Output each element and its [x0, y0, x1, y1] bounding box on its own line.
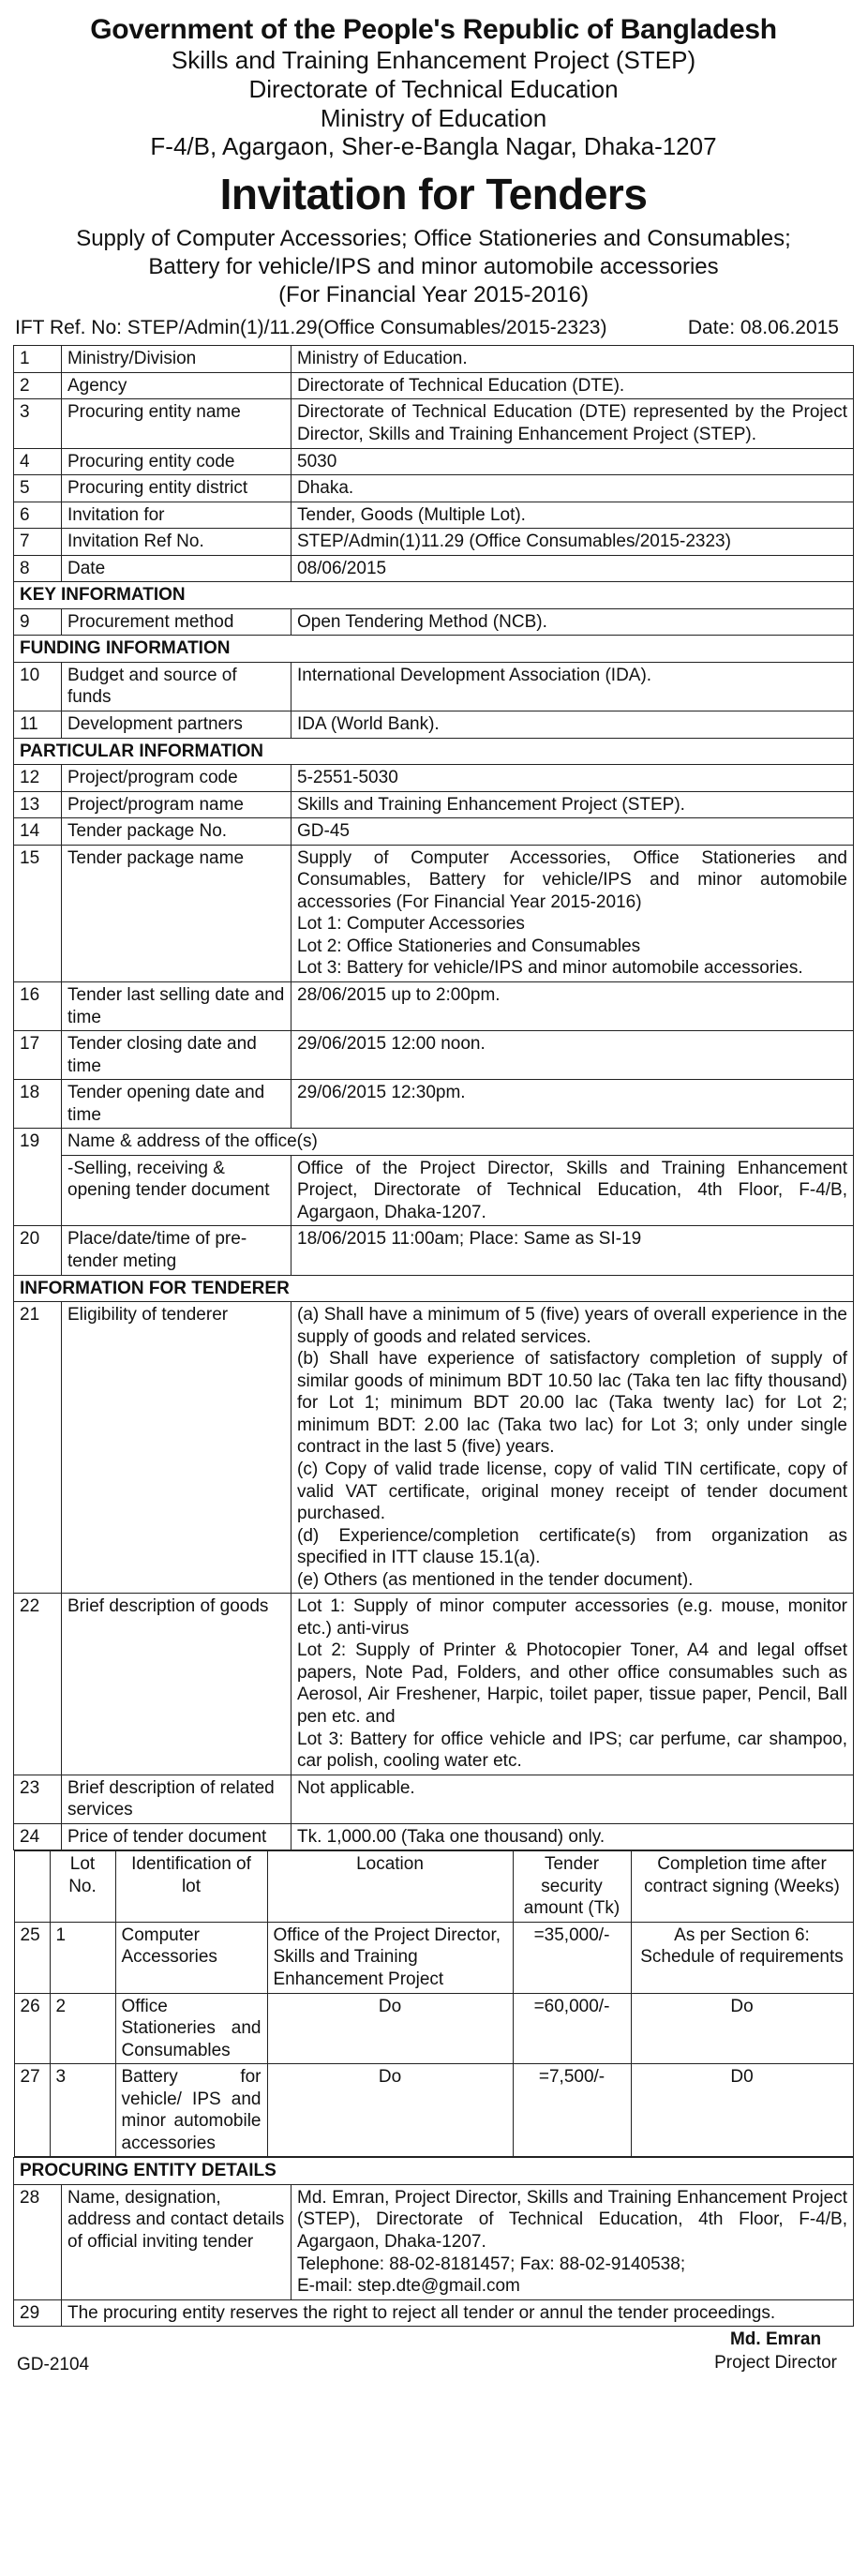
- table-row: [14, 2299, 854, 2327]
- row-label: Procuring entity code: [62, 448, 291, 475]
- section-key-information: KEY INFORMATION: [14, 582, 854, 609]
- row-label: Brief description of related services: [62, 1775, 291, 1823]
- table-row: [14, 1775, 854, 1823]
- row-value: 29/06/2015 12:00 noon.: [291, 1031, 854, 1080]
- table-row: [14, 1594, 854, 1775]
- table-row: [14, 529, 854, 556]
- row-value: Skills and Training Enhancement Project (STEP).: [291, 791, 854, 818]
- eligibility-b: (b) Shall have experience of satisfactory completion of supply of similar goods of minimum BDT 10.50 lac (Taka ten lac fifty thousand) for Lot 1; minimum BDT 20.00 lac (Taka twenty lac) for Lot 2; minimum BDT: 2.00 lac (Taka two lac) for Lot 3; only under single contract in the last 5 (five) years.: [297, 1349, 847, 1458]
- row-value: Directorate of Technical Education (DTE) represented by the Project Director, Skills and Training Enhancement Project (STEP).: [291, 399, 854, 448]
- table-row: [14, 1302, 854, 1594]
- package-name: Supply of Computer Accessories, Office Stationeries and Consumables, Battery for vehicle/IPS and minor automobile accessories (For Financial Year 2015-2016): [297, 847, 847, 912]
- row-label: Procuring entity name: [62, 399, 291, 448]
- row-number: 2: [14, 372, 62, 399]
- eligibility-a: (a) Shall have a minimum of 5 (five) years of overall experience in the supply of goods and related services.: [297, 1305, 847, 1347]
- row-value: [291, 845, 854, 981]
- project-name: Skills and Training Enhancement Project (STEP): [171, 46, 696, 75]
- row-label: Price of tender document: [62, 1823, 291, 1850]
- goods-lot3: Lot 3: Battery for office vehicle and IPS; car perfume, car shampoo, car polish, cooling water etc.: [297, 1729, 847, 1772]
- lot-number: 1: [50, 1922, 115, 1993]
- package-lot: Lot 3: Battery for vehicle/IPS and minor automobile accessories.: [297, 958, 803, 979]
- contact-phone: Telephone: 88-02-8181457; Fax: 88-02-9140538;: [297, 2254, 686, 2274]
- row-number: 25: [14, 1922, 50, 1993]
- row-label: Brief description of goods: [62, 1594, 291, 1775]
- row-value: 29/06/2015 12:30pm.: [291, 1080, 854, 1129]
- table-row: [14, 1129, 854, 1156]
- row-number: 20: [14, 1226, 62, 1275]
- row-label: Procuring entity district: [62, 475, 291, 502]
- table-row: [14, 608, 854, 636]
- row-value: IDA (World Bank).: [291, 711, 854, 739]
- lot-table-container: [14, 1850, 854, 2158]
- row-number: 3: [14, 399, 62, 448]
- lot-security-amount: =35,000/-: [513, 1922, 631, 1993]
- package-lot: Lot 2: Office Stationeries and Consumables: [297, 936, 641, 956]
- signature-block: [714, 2329, 837, 2374]
- table-row: [14, 791, 854, 818]
- eligibility-c: (c) Copy of valid trade license, copy of valid TIN certificate, copy of valid VAT certificate, original money receipt of tender document purchased.: [297, 1459, 847, 1524]
- office-address: F-4/B, Agargaon, Sher-e-Bangla Nagar, Dhaka-1207: [150, 132, 717, 161]
- lot-row: [14, 2064, 853, 2157]
- row-number: 4: [14, 448, 62, 475]
- row-value: Directorate of Technical Education (DTE).: [291, 372, 854, 399]
- row-value: [291, 1302, 854, 1594]
- signatory-designation: Project Director: [714, 2352, 837, 2373]
- row-label: Place/date/time of pre-tender meting: [62, 1226, 291, 1275]
- lot-completion-time: As per Section 6: Schedule of requirements: [631, 1922, 853, 1993]
- row-number: 6: [14, 502, 62, 529]
- row-value: [291, 2184, 854, 2299]
- contact-email: E-mail: step.dte@gmail.com: [297, 2276, 520, 2297]
- table-row: [14, 1031, 854, 1080]
- lot-row: [14, 1993, 853, 2064]
- notice-header: [13, 13, 854, 309]
- eligibility-d: (d) Experience/completion certificate(s) from organization as specified in ITT clause 15.1(a).: [297, 1525, 847, 1568]
- row-number: 13: [14, 791, 62, 818]
- row-label: Tender opening date and time: [62, 1080, 291, 1129]
- row-number: 14: [14, 818, 62, 846]
- row-label: Eligibility of tenderer: [62, 1302, 291, 1594]
- row-value: Ministry of Education.: [291, 346, 854, 373]
- row-number: 27: [14, 2064, 50, 2157]
- row-number: 29: [14, 2299, 62, 2327]
- tender-description-line2: Battery for vehicle/IPS and minor automobile accessories: [148, 254, 719, 280]
- lot-header: Identification of lot: [115, 1851, 267, 1923]
- table-row: [14, 662, 854, 711]
- row-value: 28/06/2015 up to 2:00pm.: [291, 982, 854, 1031]
- row-value: GD-45: [291, 818, 854, 846]
- lot-completion-time: D0: [631, 2064, 853, 2157]
- row-value: 5-2551-5030: [291, 765, 854, 792]
- row-label: Project/program name: [62, 791, 291, 818]
- row-label: Invitation Ref No.: [62, 529, 291, 556]
- notice-footer: [13, 2327, 854, 2385]
- government-title: Government of the People's Republic of Bangladesh: [90, 14, 777, 45]
- row-value: Open Tendering Method (NCB).: [291, 608, 854, 636]
- lot-header-blank: [14, 1851, 50, 1923]
- row-value: Not applicable.: [291, 1775, 854, 1823]
- goods-lot1: Lot 1: Supply of minor computer accessories (e.g. mouse, monitor etc.) anti-virus: [297, 1596, 847, 1639]
- lot-identification: Computer Accessories: [115, 1922, 267, 1993]
- row-value: The procuring entity reserves the right to reject all tender or annul the tender proceedings.: [62, 2299, 854, 2327]
- row-number: 19: [14, 1129, 62, 1226]
- row-number: 10: [14, 662, 62, 711]
- row-number: 17: [14, 1031, 62, 1080]
- section-header: [14, 636, 854, 663]
- lot-identification: Battery for vehicle/ IPS and minor automobile accessories: [115, 2064, 267, 2157]
- lot-number: 3: [50, 2064, 115, 2157]
- lot-number: 2: [50, 1993, 115, 2064]
- table-row: [14, 1823, 854, 1850]
- table-row: [14, 982, 854, 1031]
- row-label: Ministry/Division: [62, 346, 291, 373]
- lot-security-amount: =7,500/-: [513, 2064, 631, 2157]
- ift-reference: IFT Ref. No: STEP/Admin(1)/11.29(Office Consumables/2015-2323): [15, 317, 607, 339]
- reference-line: [13, 309, 854, 345]
- row-number: 8: [14, 555, 62, 582]
- table-row: [14, 711, 854, 739]
- table-row: [14, 475, 854, 502]
- directorate-name: Directorate of Technical Education: [248, 75, 619, 104]
- signatory-name: Md. Emran: [729, 2329, 822, 2350]
- section-header: [14, 1275, 854, 1302]
- table-row: [14, 765, 854, 792]
- tender-table: [13, 345, 854, 2327]
- table-row: [14, 555, 854, 582]
- section-header: [14, 582, 854, 609]
- lot-table-header: [14, 1851, 853, 1923]
- row-value: 18/06/2015 11:00am; Place: Same as SI-19: [291, 1226, 854, 1275]
- table-row: [14, 448, 854, 475]
- row-label: Agency: [62, 372, 291, 399]
- row-label: Procurement method: [62, 608, 291, 636]
- tender-description-line1: Supply of Computer Accessories; Office Stationeries and Consumables;: [76, 226, 791, 252]
- eligibility-e: (e) Others (as mentioned in the tender document).: [297, 1569, 694, 1590]
- row-number: 18: [14, 1080, 62, 1129]
- row-label: Name, designation, address and contact details of official inviting tender: [62, 2184, 291, 2299]
- row-number: 23: [14, 1775, 62, 1823]
- row-value: [291, 1594, 854, 1775]
- lot-header: Completion time after contract signing (Weeks): [631, 1851, 853, 1923]
- row-number: 9: [14, 608, 62, 636]
- row-value: International Development Association (IDA).: [291, 662, 854, 711]
- row-number: 22: [14, 1594, 62, 1775]
- row-number: 28: [14, 2184, 62, 2299]
- row-number: 21: [14, 1302, 62, 1594]
- contact-details: Md. Emran, Project Director, Skills and Training Enhancement Project (STEP), Directorate of Technical Education, 4th Floor, F-4/B, Agargaon, Dhaka-1207.: [297, 2187, 847, 2252]
- row-label: Tender last selling date and time: [62, 982, 291, 1031]
- table-row: [14, 1155, 854, 1226]
- table-row: [14, 1080, 854, 1129]
- row-value: Office of the Project Director, Skills and Training Enhancement Project, Directorate of Technical Education, 4th Floor, F-4/B, Agargaon, Dhaka-1207.: [291, 1155, 854, 1226]
- lot-table: [14, 1850, 854, 2157]
- ministry-name: Ministry of Education: [320, 103, 547, 132]
- row-label: Date: [62, 555, 291, 582]
- row-label: Tender closing date and time: [62, 1031, 291, 1080]
- lot-location: Office of the Project Director, Skills and Training Enhancement Project: [267, 1922, 513, 1993]
- lot-header: Location: [267, 1851, 513, 1923]
- lot-security-amount: =60,000/-: [513, 1993, 631, 2064]
- section-header: [14, 738, 854, 765]
- lot-completion-time: Do: [631, 1993, 853, 2064]
- tender-description-line3: (For Financial Year 2015-2016): [278, 282, 589, 308]
- row-label: Tender package name: [62, 845, 291, 981]
- goods-lot2: Lot 2: Supply of Printer & Photocopier Toner, A4 and legal offset papers, Note Pad, Folders, and other office consumables such as Aerosol, Air Freshener, Harpic, toilet paper, tissue paper, Pencil, Ball pen etc. and: [297, 1640, 847, 1727]
- row-value: 5030: [291, 448, 854, 475]
- table-row: [14, 2184, 854, 2299]
- row-value: Tender, Goods (Multiple Lot).: [291, 502, 854, 529]
- table-row: [14, 372, 854, 399]
- lot-location: Do: [267, 1993, 513, 2064]
- table-row: [14, 818, 854, 846]
- table-row: [14, 845, 854, 981]
- row-value: Dhaka.: [291, 475, 854, 502]
- gd-code: GD-2104: [17, 2355, 90, 2375]
- section-information-for-tenderer: INFORMATION FOR TENDERER: [14, 1275, 854, 1302]
- row-label: Project/program code: [62, 765, 291, 792]
- row-label: Name & address of the office(s): [62, 1129, 854, 1156]
- row-label: Tender package No.: [62, 818, 291, 846]
- section-header: [14, 2158, 854, 2185]
- lot-header: Lot No.: [50, 1851, 115, 1923]
- row-number: 15: [14, 845, 62, 981]
- notice-date: Date: 08.06.2015: [687, 317, 839, 339]
- lot-location: Do: [267, 2064, 513, 2157]
- section-funding-information: FUNDING INFORMATION: [14, 636, 854, 663]
- section-particular-information: PARTICULAR INFORMATION: [14, 738, 854, 765]
- lot-identification: Office Stationeries and Consumables: [115, 1993, 267, 2064]
- row-label: Budget and source of funds: [62, 662, 291, 711]
- row-number: 26: [14, 1993, 50, 2064]
- row-number: 1: [14, 346, 62, 373]
- table-row: [14, 399, 854, 448]
- row-value: Tk. 1,000.00 (Taka one thousand) only.: [291, 1823, 854, 1850]
- page-title: Invitation for Tenders: [219, 170, 648, 219]
- row-number: 5: [14, 475, 62, 502]
- row-label: -Selling, receiving & opening tender document: [62, 1155, 291, 1226]
- table-row: [14, 502, 854, 529]
- lot-table-cell: [14, 1850, 854, 2158]
- row-number: 12: [14, 765, 62, 792]
- lot-row: [14, 1922, 853, 1993]
- row-label: Invitation for: [62, 502, 291, 529]
- table-row: [14, 1226, 854, 1275]
- row-number: 16: [14, 982, 62, 1031]
- table-row: [14, 346, 854, 373]
- row-value: 08/06/2015: [291, 555, 854, 582]
- section-procuring-entity-details: PROCURING ENTITY DETAILS: [14, 2158, 854, 2185]
- package-lot: Lot 1: Computer Accessories: [297, 914, 525, 935]
- row-number: 7: [14, 529, 62, 556]
- row-number: 11: [14, 711, 62, 739]
- lot-header: Tender security amount (Tk): [513, 1851, 631, 1923]
- row-label: Development partners: [62, 711, 291, 739]
- row-number: 24: [14, 1823, 62, 1850]
- row-value: STEP/Admin(1)11.29 (Office Consumables/2015-2323): [291, 529, 854, 556]
